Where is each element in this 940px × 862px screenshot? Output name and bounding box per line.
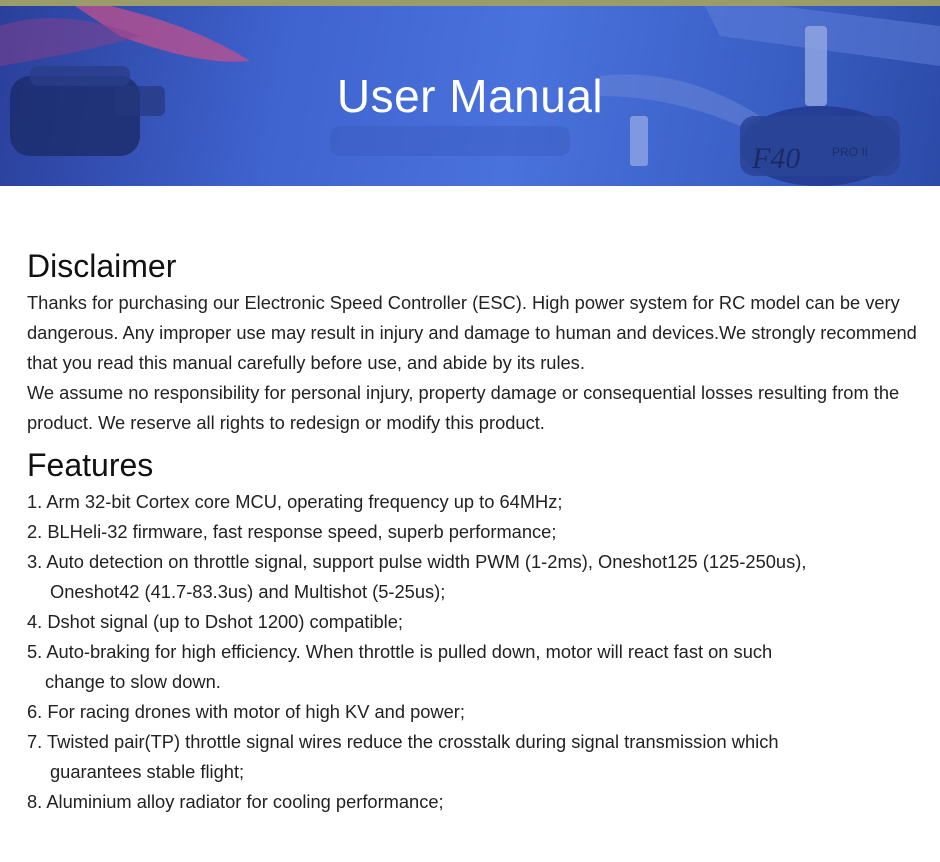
feature-text-continued: guarantees stable flight; — [50, 761, 245, 782]
header-banner — [0, 6, 940, 186]
feature-item — [27, 697, 927, 727]
disclaimer-heading: Disclaimer — [27, 248, 177, 284]
features-heading: Features — [27, 447, 154, 483]
disclaimer-paragraph-2: We assume no responsibility for personal injury, property damage or consequential losses resulting from the product. We reserve all rights to redesign or modify this product. — [27, 382, 900, 433]
feature-text: 1. Arm 32-bit Cortex core MCU, operating frequency up to 64MHz; — [27, 491, 563, 512]
feature-item — [27, 547, 927, 607]
features-list — [27, 487, 927, 817]
motor-model-text: PRO II — [832, 145, 869, 159]
feature-text: 7. Twisted pair(TP) throttle signal wires reduce the crosstalk during signal transmission which — [27, 731, 779, 752]
feature-text: 3. Auto detection on throttle signal, support pulse width PWM (1-2ms), Oneshot125 (125-250us), — [27, 551, 807, 572]
feature-item — [27, 787, 927, 817]
manual-content — [27, 244, 927, 817]
page-title: User Manual — [336, 70, 604, 122]
feature-text: 6. For racing drones with motor of high KV and power; — [27, 701, 465, 722]
feature-item — [27, 727, 927, 787]
feature-text-continued: change to slow down. — [45, 671, 221, 692]
feature-text: 2. BLHeli-32 firmware, fast response speed, superb performance; — [27, 521, 557, 542]
feature-text: 5. Auto-braking for high efficiency. When throttle is pulled down, motor will react fast on such — [27, 641, 773, 662]
feature-item — [27, 517, 927, 547]
feature-text-continued: Oneshot42 (41.7-83.3us) and Multishot (5-25us); — [50, 581, 446, 602]
feature-item — [27, 487, 927, 517]
feature-text: 8. Aluminium alloy radiator for cooling performance; — [27, 791, 444, 812]
feature-item — [27, 607, 927, 637]
disclaimer-paragraph-1: Thanks for purchasing our Electronic Speed Controller (ESC). High power system for RC model can be very dangerous. Any improper use may result in injury and damage to human and devices.We strongly recommend that you read this manual carefully before use, and abide by its rules. — [27, 292, 917, 373]
feature-text: 4. Dshot signal (up to Dshot 1200) compatible; — [27, 611, 403, 632]
motor-brand-text: F40 — [752, 142, 801, 175]
feature-item — [27, 637, 927, 697]
